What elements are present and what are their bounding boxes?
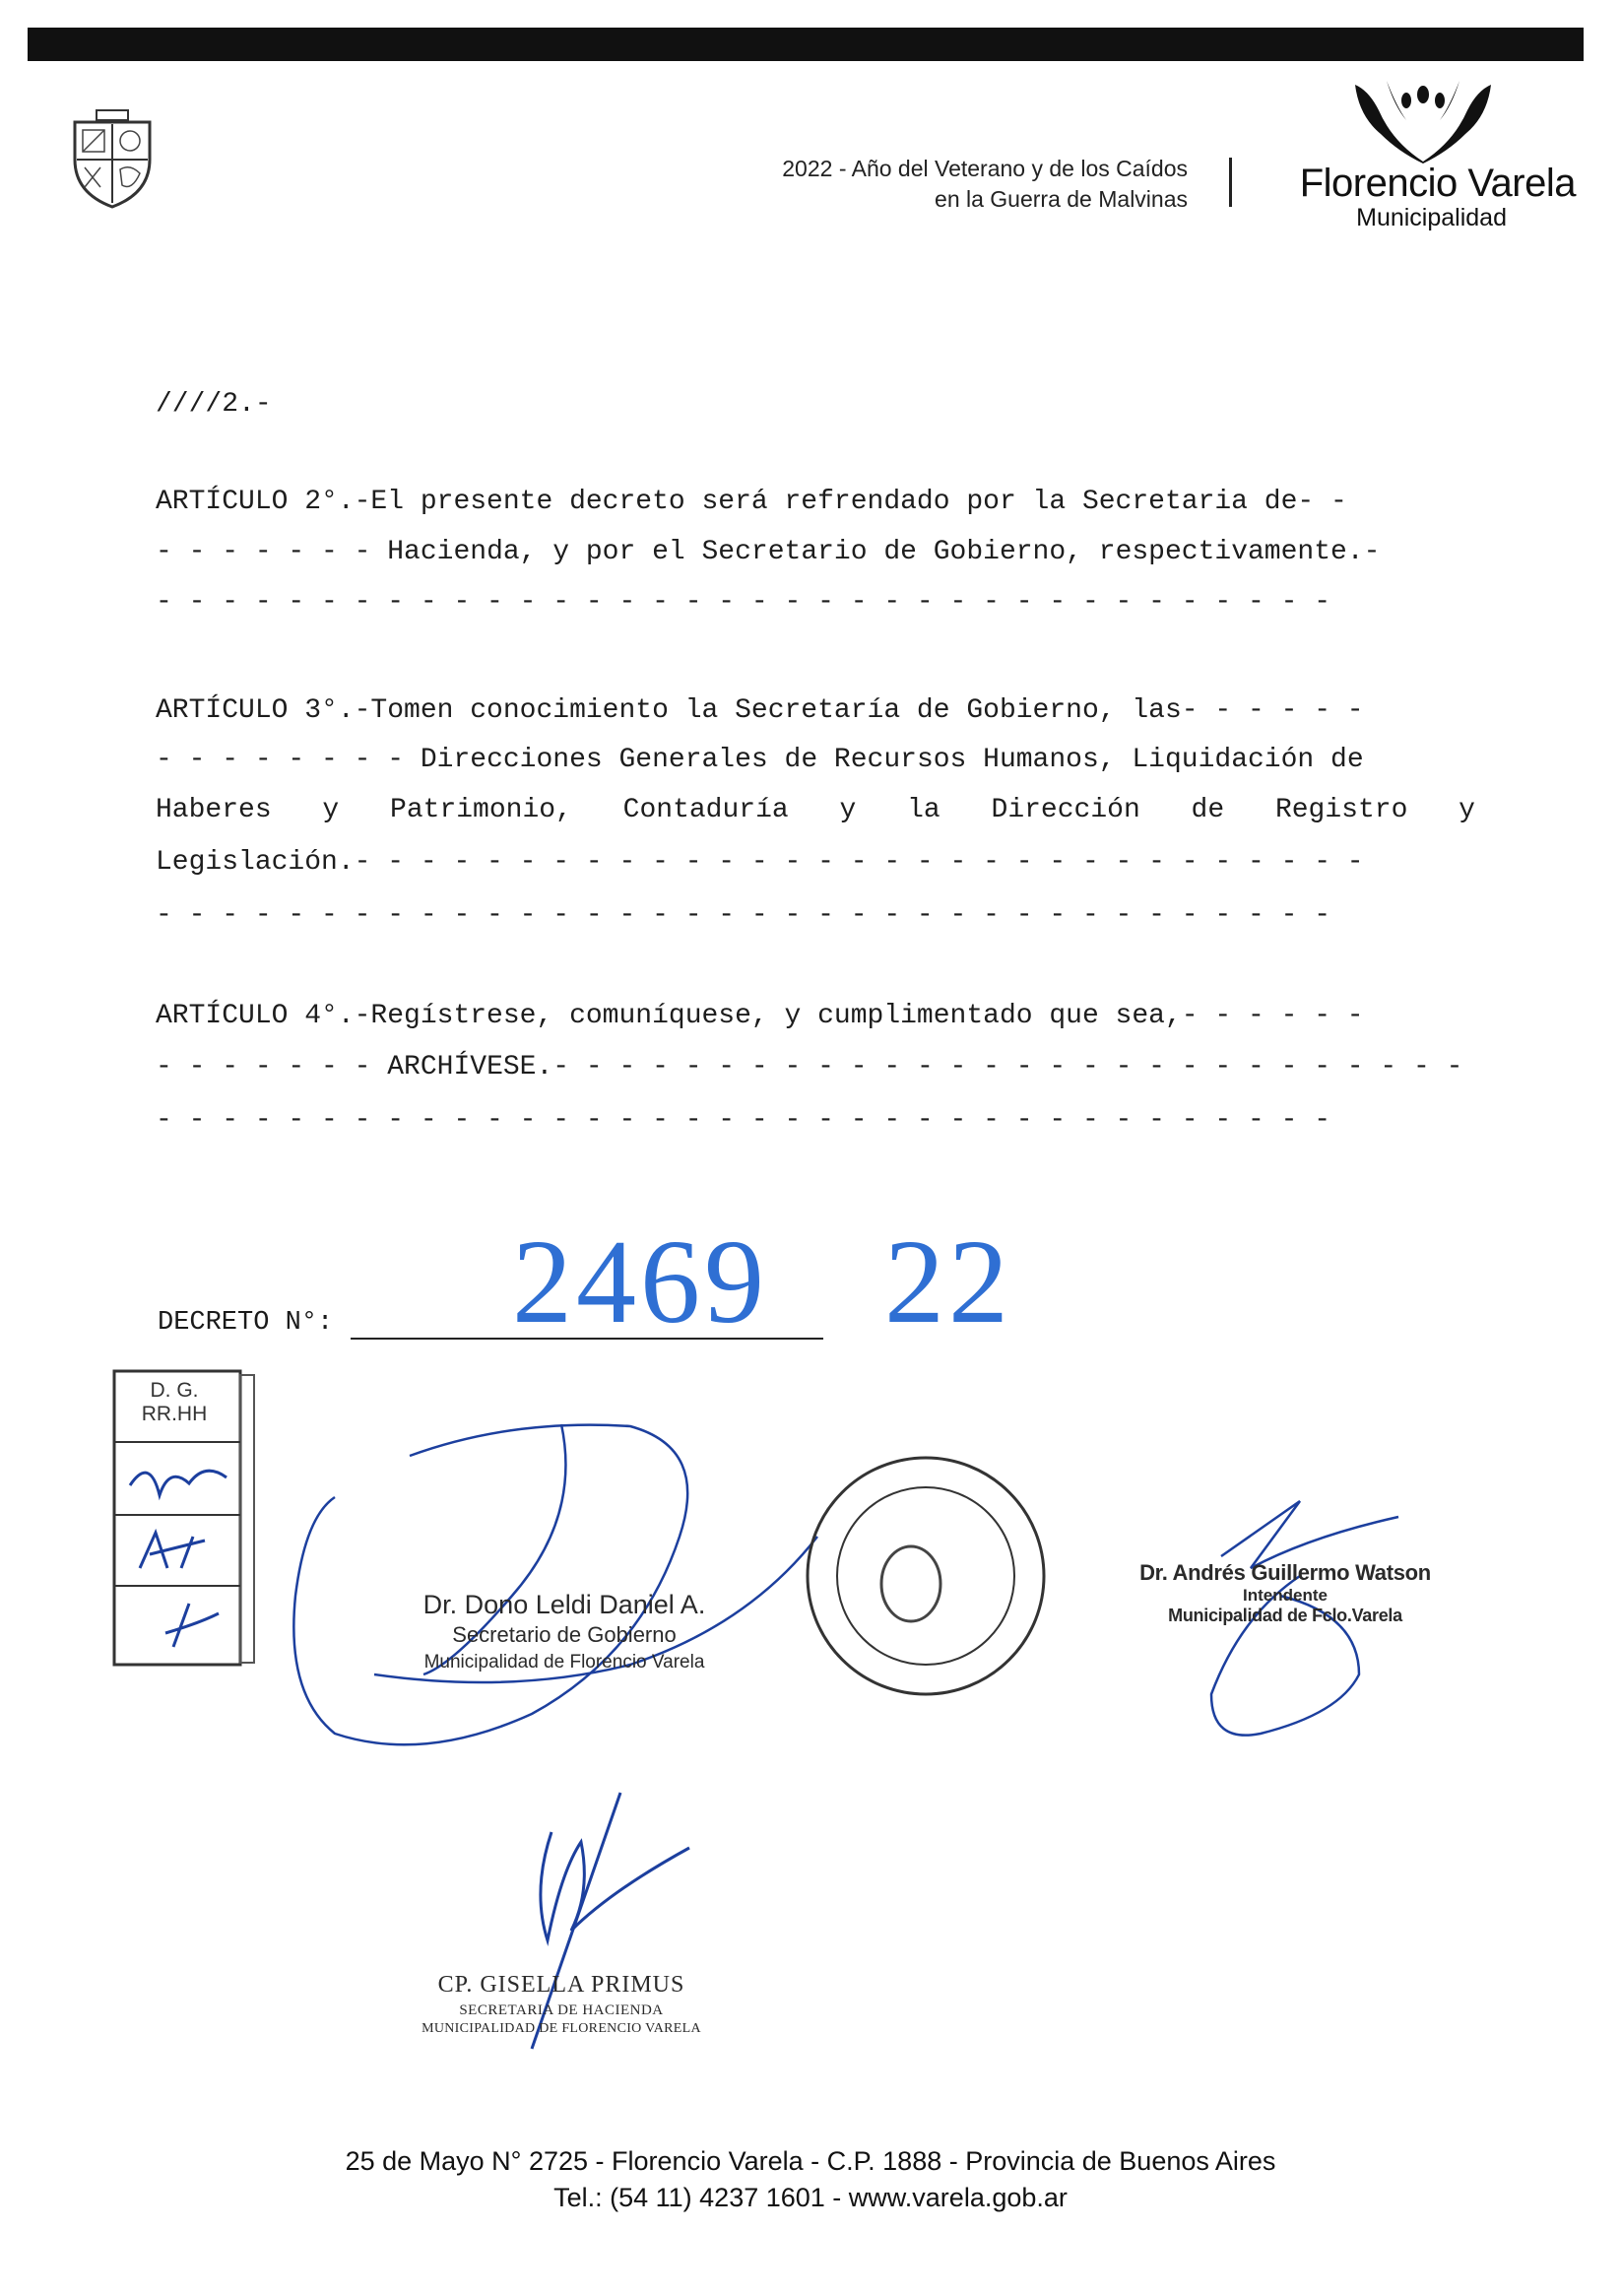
signature-block-gobierno [382,1590,746,1673]
signer-name: CP. GISELLA PRIMUS [437,1972,685,1998]
word: y [322,795,340,825]
page-footer [0,2143,1621,2216]
word: Dirección [991,795,1140,825]
scanner-top-bar [28,28,1584,61]
footer-address: 25 de Mayo N° 2725 - Florencio Varela - C.P. 1888 - Provincia de Buenos Aires [345,2146,1276,2176]
brand [1276,162,1576,230]
article-3-indent: - - - - - - - - [156,745,405,775]
article-3-line-2 [156,741,1475,780]
municipal-crest-icon [67,108,158,211]
article-2-line-3: - - - - - - - - - - - - - - - - - - - - - - - - - - - - - - - - - - - - [156,587,1330,618]
signer-org: MUNICIPALIDAD DE FLORENCIO VARELA [421,2021,701,2036]
word: la [907,795,940,825]
article-3-line-1: ARTÍCULO 3°.-Tomen conocimiento la Secretaría de Gobierno, las- - - - - - [156,695,1364,726]
article-2-text: Hacienda, y por el Secretario de Gobierno, respectivamente.- [387,537,1381,567]
article-2-line-2 [156,533,1475,572]
article-3-line-3 [156,791,1475,830]
signature-block-intendente [1123,1560,1448,1626]
word: Haberes [156,795,272,825]
article-3-text: Direcciones Generales de Recursos Humanos, Liquidación de [420,745,1364,775]
stamp-label-line-1: D. G. [150,1379,199,1402]
signer-role: Secretario de Gobierno [452,1622,677,1647]
motto-line-1: 2022 - Año del Veterano y de los Caídos [782,156,1188,181]
article-3-line-4: Legislación.- - - - - - - - - - - - - - - - - - - - - - - - - - - - - - - [156,847,1364,878]
article-2-line-1: ARTÍCULO 2°.-El presente decreto será refrendado por la Secretaria de- - [156,487,1347,517]
word: y [1459,795,1475,825]
page-marker: ////2.- [156,389,272,420]
word: Contaduría [622,795,789,825]
signer-org: Municipalidad de Fclo.Varela [1168,1606,1402,1625]
word: y [839,795,857,825]
decree-number-stamp: 2469 [512,1215,768,1348]
header-divider [1229,158,1232,207]
municipal-seal-icon [808,1458,1044,1694]
article-4-line-1: ARTÍCULO 4°.-Regístrese, comuníquese, y cumplimentado que sea,- - - - - - [156,1001,1364,1031]
signer-role: Intendente [1243,1586,1328,1605]
signer-org: Municipalidad de Florencio Varela [423,1652,705,1673]
year-motto [782,154,1188,215]
decree-number-label: DECRETO N°: [158,1308,334,1338]
word: de [1191,795,1225,825]
motto-line-2: en la Guerra de Malvinas [935,186,1188,212]
word: Patrimonio, [390,795,572,825]
stamp-label-line-2: RR.HH [141,1403,208,1425]
article-2-indent: - - - - - - - [156,537,371,567]
brand-sub: Municipalidad [1356,204,1507,231]
signer-role: SECRETARIA DE HACIENDA [459,2002,664,2018]
decree-year-stamp: 22 [884,1215,1012,1348]
gobierno-signature-icon [293,1424,817,1744]
word: Registro [1274,795,1408,825]
brand-name: Florencio Varela [1299,162,1576,205]
article-4-text: ARCHÍVESE.- - - - - - - - - - - - - - - - - - - - - - - - - - - - [387,1052,1463,1082]
hr-stamp-box [110,1367,268,1669]
article-4-indent: - - - - - - - [156,1052,371,1082]
signer-name: Dr. Dono Leldi Daniel A. [422,1590,706,1619]
footer-contact: Tel.: (54 11) 4237 1601 - www.varela.gob.ar [553,2183,1068,2212]
article-3-line-5: - - - - - - - - - - - - - - - - - - - - - - - - - - - - - - - - - - - - [156,900,1330,931]
signature-block-hacienda [404,1972,719,2037]
article-4-line-3: - - - - - - - - - - - - - - - - - - - - - - - - - - - - - - - - - - - - [156,1105,1330,1136]
signer-name: Dr. Andrés Guillermo Watson [1139,1560,1431,1585]
florencio-varela-logo-icon [1349,77,1497,165]
article-4-line-2 [156,1048,1475,1087]
